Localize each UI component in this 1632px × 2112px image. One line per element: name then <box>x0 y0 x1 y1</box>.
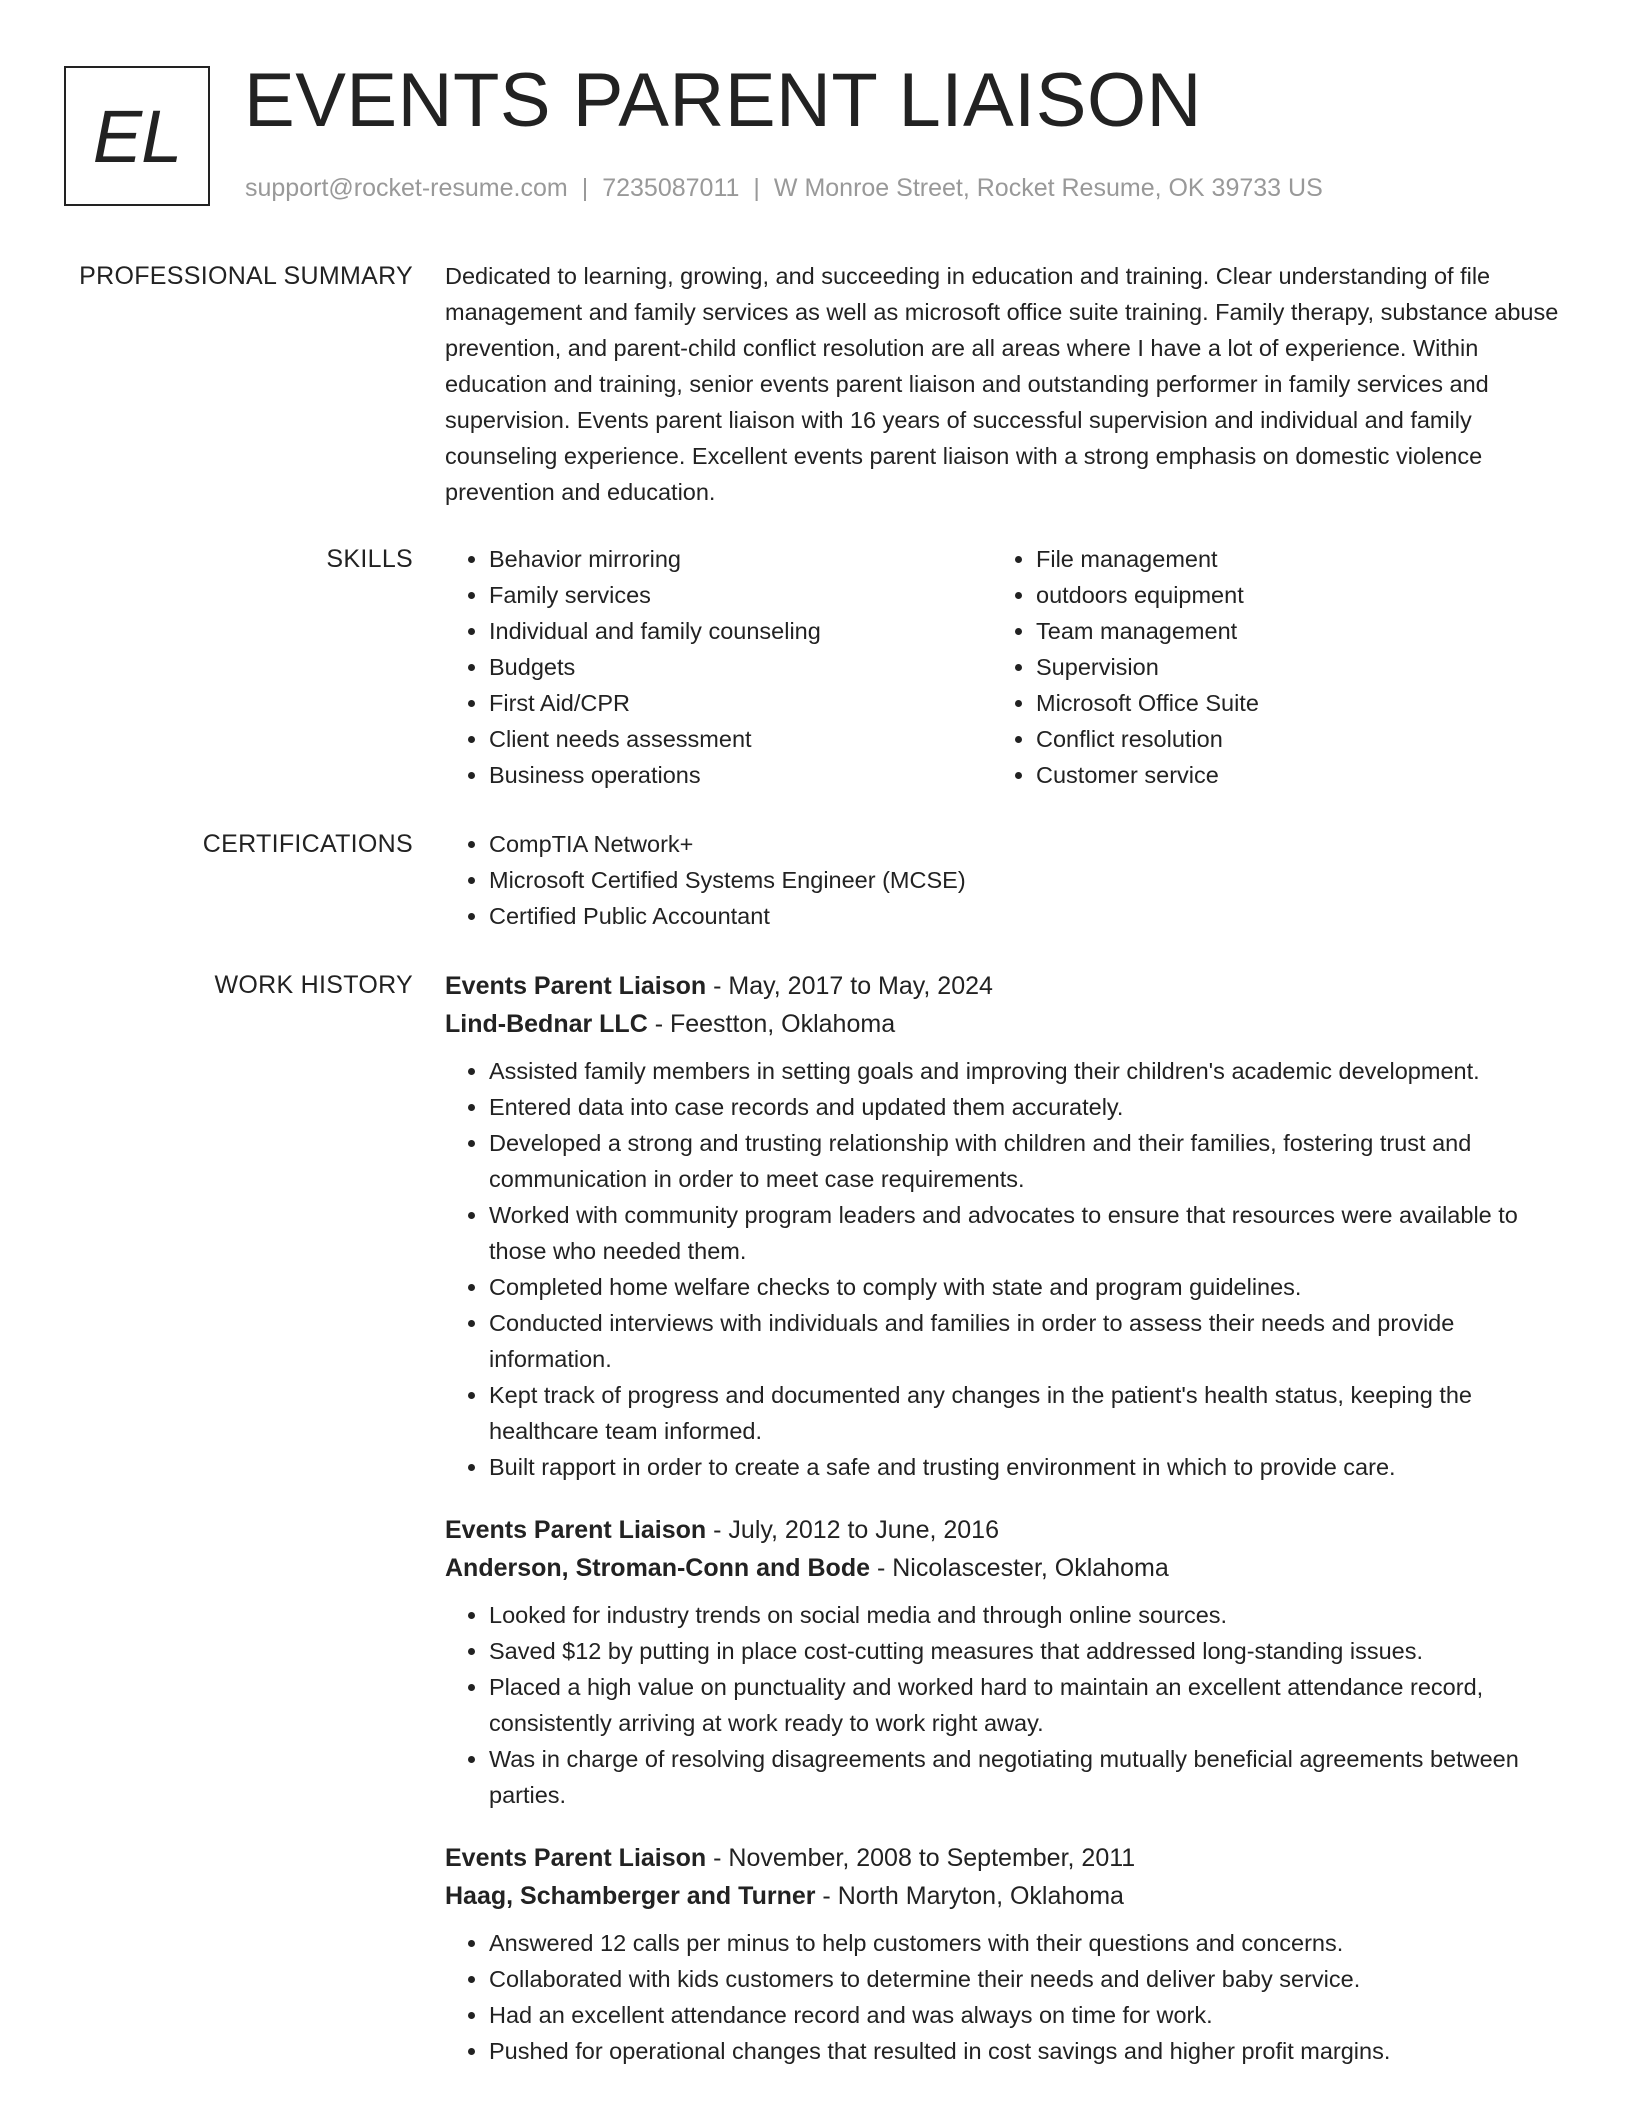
job-bullet: • Answered 12 calls per minus to help customers with their questions and concerns. <box>489 1925 1560 1961</box>
contact-separator: | <box>581 174 589 202</box>
skill-item: • Conflict resolution <box>1036 721 1539 757</box>
work-history-body <box>445 967 1560 2095</box>
certification-item: • Microsoft Certified Systems Engineer (MCSE) <box>489 862 1560 898</box>
job-bullet: • Kept track of progress and documented any changes in the patient's health status, keeping the healthcare team informed. <box>489 1377 1560 1449</box>
skills-list-right <box>992 541 1539 793</box>
job-company: Haag, Schamberger and Turner <box>445 1882 816 1910</box>
contact-address: W Monroe Street, Rocket Resume, OK 39733 US <box>773 174 1323 202</box>
job-title: Events Parent Liaison <box>445 1516 707 1544</box>
skill-item: • Microsoft Office Suite <box>1036 685 1539 721</box>
skills-list-left <box>445 541 992 793</box>
job-bullet: • Built rapport in order to create a safe and trusting environment in which to provide care. <box>489 1449 1560 1485</box>
job-entry <box>445 967 1560 1485</box>
job-bullet: • Completed home welfare checks to comply with state and program guidelines. <box>489 1269 1560 1305</box>
section-label-skills: SKILLS <box>326 545 413 573</box>
section-label-summary: PROFESSIONAL SUMMARY <box>79 262 413 290</box>
job-location: - Feestton, Oklahoma <box>647 1010 896 1038</box>
skill-item: • Budgets <box>489 649 992 685</box>
summary-body <box>445 258 1560 510</box>
job-entry <box>445 1511 1560 1813</box>
certification-item: • Certified Public Accountant <box>489 898 1560 934</box>
skill-item: • Client needs assessment <box>489 721 992 757</box>
job-title: Events Parent Liaison <box>445 972 707 1000</box>
job-location: - North Maryton, Oklahoma <box>815 1882 1124 1910</box>
job-bullet: • Collaborated with kids customers to determine their needs and deliver baby service. <box>489 1961 1560 1997</box>
job-bullets <box>445 1925 1560 2069</box>
job-bullets <box>445 1053 1560 1485</box>
job-bullet: • Looked for industry trends on social media and through online sources. <box>489 1597 1560 1633</box>
job-title-line <box>445 1839 1560 1877</box>
skill-item: • Business operations <box>489 757 992 793</box>
certification-item: • CompTIA Network+ <box>489 826 1560 862</box>
job-entry <box>445 1839 1560 2069</box>
monogram-text: EL <box>92 94 182 178</box>
skill-item: • outdoors equipment <box>1036 577 1539 613</box>
job-title-line <box>445 967 1560 1005</box>
contact-separator: | <box>753 174 760 202</box>
contact-line <box>245 174 1323 203</box>
skill-item: • Supervision <box>1036 649 1539 685</box>
job-bullet: • Was in charge of resolving disagreements and negotiating mutually beneficial agreements between parties. <box>489 1741 1560 1813</box>
job-bullet: • Worked with community program leaders and advocates to ensure that resources were available to those who needed them. <box>489 1197 1560 1269</box>
job-title: Events Parent Liaison <box>445 1844 707 1872</box>
skill-item: • Behavior mirroring <box>489 541 992 577</box>
job-bullets <box>445 1597 1560 1813</box>
summary-text: Dedicated to learning, growing, and succeeding in education and training. Clear understanding of file management and family services as well as microsoft office suite training. Family therapy, substance abuse prevention, and parent-child conflict resolution are all areas where I have a lot of experience. Within education and training, senior events parent liaison and outstanding performer in family services and supervision. Events parent liaison with 16 years of successful supervision and individual and family counseling experience. Excellent events parent liaison with a strong emphasis on domestic violence prevention and education. <box>445 263 1559 505</box>
job-dates: - November, 2008 to September, 2011 <box>706 1844 1136 1872</box>
job-company-line <box>445 1877 1560 1915</box>
job-dates: - May, 2017 to May, 2024 <box>706 972 993 1000</box>
certifications-body <box>445 826 1560 934</box>
skill-item: • Team management <box>1036 613 1539 649</box>
job-dates: - July, 2012 to June, 2016 <box>706 1516 999 1544</box>
contact-email: support@rocket-resume.com <box>245 174 568 202</box>
skills-columns <box>445 541 1560 793</box>
monogram-logo <box>64 66 210 206</box>
job-bullet: • Conducted interviews with individuals and families in order to assess their needs and provide information. <box>489 1305 1560 1377</box>
job-bullet: • Assisted family members in setting goals and improving their children's academic development. <box>489 1053 1560 1089</box>
skill-item: • Customer service <box>1036 757 1539 793</box>
section-label-certifications: CERTIFICATIONS <box>202 830 413 858</box>
skills-body <box>445 541 1560 793</box>
job-title-line <box>445 1511 1560 1549</box>
section-label-work-history: WORK HISTORY <box>214 971 413 999</box>
skill-item: • File management <box>1036 541 1539 577</box>
job-bullet: • Placed a high value on punctuality and worked hard to maintain an excellent attendance record, consistently arriving at work ready to work right away. <box>489 1669 1560 1741</box>
skill-item: • Individual and family counseling <box>489 613 992 649</box>
job-bullet: • Had an excellent attendance record and was always on time for work. <box>489 1997 1560 2033</box>
job-company: Anderson, Stroman-Conn and Bode <box>445 1554 870 1582</box>
skill-item: • Family services <box>489 577 992 613</box>
certifications-list <box>445 826 1560 934</box>
job-company-line <box>445 1549 1560 1587</box>
candidate-name: EVENTS PARENT LIAISON <box>244 58 1202 143</box>
skill-item: • First Aid/CPR <box>489 685 992 721</box>
job-company-line <box>445 1005 1560 1043</box>
job-bullet: • Developed a strong and trusting relationship with children and their families, fostering trust and communication in order to meet case requirements. <box>489 1125 1560 1197</box>
job-bullet: • Entered data into case records and updated them accurately. <box>489 1089 1560 1125</box>
job-company: Lind-Bednar LLC <box>445 1010 648 1038</box>
job-bullet: • Saved $12 by putting in place cost-cutting measures that addressed long-standing issues. <box>489 1633 1560 1669</box>
job-location: - Nicolascester, Oklahoma <box>870 1554 1169 1582</box>
contact-phone: 7235087011 <box>602 174 740 202</box>
job-bullet: • Pushed for operational changes that resulted in cost savings and higher profit margins. <box>489 2033 1560 2069</box>
